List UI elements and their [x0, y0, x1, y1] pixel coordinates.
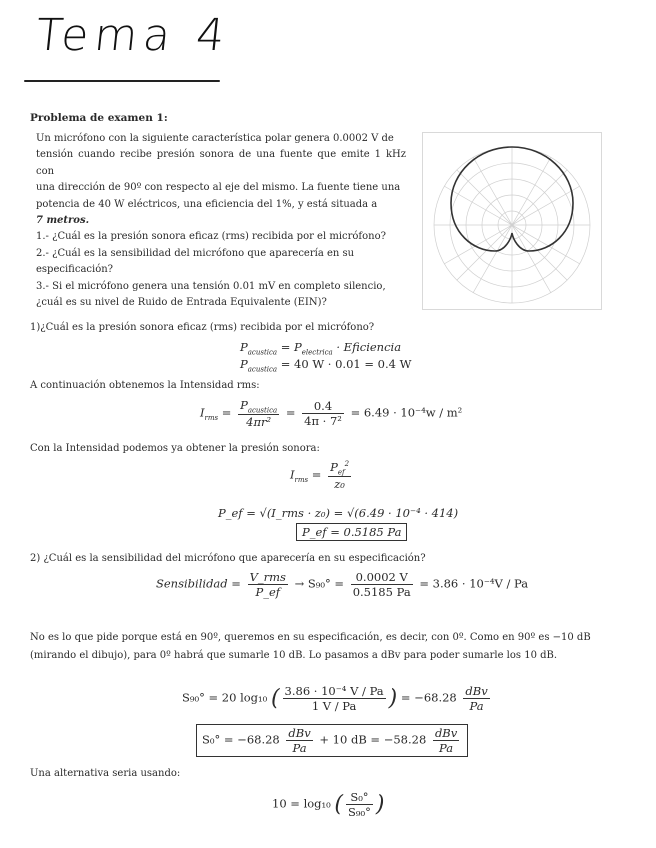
- question-2: 2) ¿Cuál es la sensibilidad del micrófono que aparecería en su especificación?: [30, 553, 426, 564]
- polar-plot-svg: [423, 133, 601, 309]
- equation-power-acoustic: $P_{acustica} = P_{electrica}$ · Eficiencia: [240, 340, 402, 357]
- problem-heading: Problema de examen 1:: [30, 112, 168, 124]
- question-line: ¿cuál es su nivel de Ruido de Entrada Equivalente (EIN)?: [36, 297, 327, 309]
- intro-line: Un micrófono con la siguiente característica polar genera 0.0002 V de: [36, 133, 394, 144]
- note-line-1: No es lo que pide porque está en 90º, queremos en su especificación, es decir, con 0º. Como en 90º es −10 dB: [30, 632, 591, 643]
- equation-sensitivity: Sensibilidad = $\frac{\text{V\_rms}}{P\_ef}$ → S₉₀° = $\frac{0.0002 V}{0.5185 Pa}$ = 3.86 · 10⁻⁴V / Pa: [156, 570, 529, 599]
- intro-line: una dirección de 90º con respecto al eje del mismo. La fuente tiene una: [36, 182, 401, 194]
- result-s0: S₀° = −68.28 $\frac{\text{dBv}}{Pa}$ + 10 dB = −58.28 $\frac{\text{dBv}}{Pa}$: [196, 724, 468, 757]
- problem-statement: [36, 131, 406, 311]
- text-pressure: Con la Intensidad podemos ya obtener la presión sonora:: [30, 443, 320, 454]
- result-pressure: P_ef = 0.5185 Pa: [296, 525, 407, 539]
- equation-intensity: $I_{rms}$ = $\frac{P_{acustica}}{\text{4πr²}}$ = $\frac{0.4}{\text{4π · 7²}}$ = 6.49 · 10⁻⁴w / m²: [200, 398, 463, 430]
- equation-power-value: $P_{acustica} = 40$ W · 0.01 = 0.4 W: [240, 357, 412, 374]
- question-line: 3.- Si el micrófono genera una tensión 0.01 mV en completo silencio,: [36, 280, 386, 292]
- question-1: 1)¿Cuál es la presión sonora eficaz (rms) recibida por el micrófono?: [30, 322, 375, 333]
- intro-line: potencia de 40 W eléctricos, una eficiencia del 1%, y está situada a: [36, 198, 378, 210]
- question-line: especificación?: [36, 264, 114, 276]
- question-line: 1.- ¿Cuál es la presión sonora eficaz (rms) recibida por el micrófono?: [36, 231, 386, 243]
- equation-alternative: 10 = log₁₀ ( $\frac{\text{S₀°}}{\text{S₉₀°}}$ ): [272, 790, 385, 819]
- intro-line: tensión cuando recibe presión sonora de una fuente que emite 1 kHz con: [36, 149, 406, 177]
- polar-pattern-figure: [422, 132, 602, 310]
- text-alternative: Una alternativa seria usando:: [30, 768, 181, 779]
- page-title: Tema 4: [33, 10, 233, 61]
- equation-intensity-pressure: $I_{rms}$ = $\frac{P_{ef}^2}{\text{z₀}}$: [290, 460, 350, 492]
- question-line: 2.- ¿Cuál es la sensibilidad del micrófono que aparecería en su: [36, 247, 355, 259]
- equation-pressure-sqrt: P_ef = √(I_rms · z₀) = √(6.49 · 10⁻⁴ · 414): [218, 506, 459, 520]
- intro-line: 7 metros.: [36, 215, 90, 227]
- note-line-2: (mirando el dibujo), para 0º habrá que sumarle 10 dB. Lo pasamos a dBv para poder sumarle los 10 dB.: [30, 650, 558, 661]
- text-intensity: A continuación obtenemos la Intensidad rms:: [30, 380, 260, 391]
- equation-s90-db: S₉₀° = 20 log₁₀ ( $\frac{\text{3.86 · 10⁻⁴ V / Pa}}{1 V / Pa}$ ) = −68.28 $\frac{\text{dBv}}{Pa}$: [182, 684, 488, 713]
- title-underline: [24, 80, 220, 82]
